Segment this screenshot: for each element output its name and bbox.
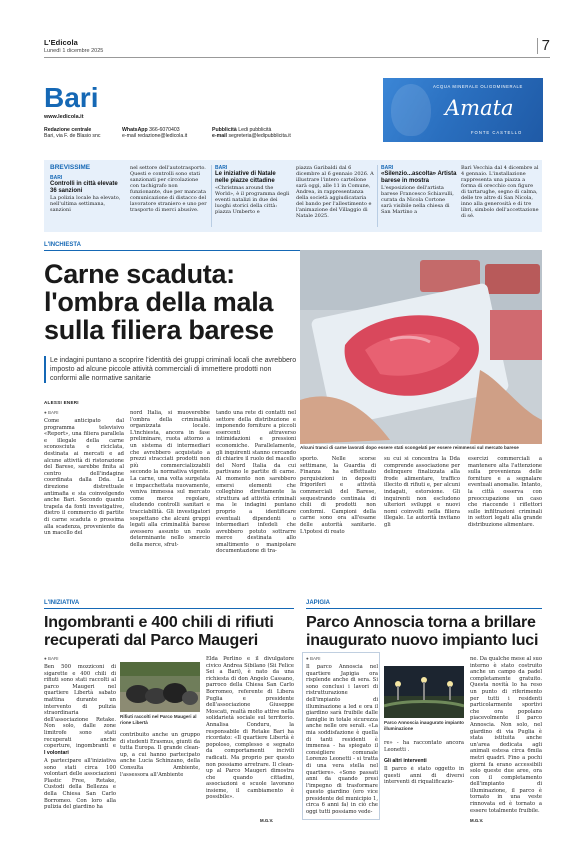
iniziativa-photo-caption: Rifiuti raccolti nel Parco Maugeri al rione Libertà [120,714,197,725]
site-url[interactable]: www.ledicola.it [44,114,84,120]
redazione-address: Bari, via F. de Blasio snc [44,133,101,140]
whatsapp-label: WhatsApp [122,127,148,133]
inchiesta-col-2: nord Italia, si muoverebbe l'ombra della criminalità organizzata locale. L'inchiesta, ancora in fase preliminare, ruota attorno a un sistema di intermediari che avrebbero acquistato a prezzi stracciati prodotti non più commercializzabili secondo la normativa vigente. La carne, una volta surgelata e impacchettata nuovamente, veniva immessa sul mercato come merce regolare, eludendo controlli sanitari e tracciabilità. Gli investigatori sospettano che alcuni gruppi legati alla criminalità barese avessero assunto un ruolo determinante nello smercio della merce, sfrut- [130,410,210,548]
waste-bags-image [120,662,200,712]
brief-text: Bari Vecchia dal 4 dicembre al 4 gennaio. L'installazione rappresenta una piazza a forma di orecchio con figure di tartarughe, segno di calma, delle tre altre di San Nicola, inno alla generosità e di tre libri, simbolo dell'accettazione di sé. [461,165,539,219]
brief-head: Controlli in città elevate 36 sanzioni [50,181,118,194]
inchiesta-photo-caption: Alcuni tranci di carne lavorati dopo essere stati scongelati per essere reimmessi sul mercato barese [300,445,519,450]
contact-pubblicita [212,127,291,139]
brief-text: La polizia locale ha elevato, nell'ultima settimana, sanzioni [50,195,121,213]
brief-text: nel settore dell'autotrasporto. Questi e controlli sono stati sanzionati per circolazione con tachigrafo non funzionante, due per mancata comunicazione di distacco del lavoratore straniero e uno per trasporto di merci abusive. [130,165,207,213]
brief-head: «Silenzio...ascolta» Artista barese in mostra [381,171,457,184]
pubblicita-email: segreteria@ledipubblicita.it [228,133,291,140]
iniziativa-col-2: A partecipare all'iniziativa sono stati circa 100 volontari delle associazioni Plastic Free, Retake, Custodi della Bellezza e della Chiesa San Carlo Borromeo. Con loro alla pulizia del giardino ha [44,758,116,811]
masthead [44,38,103,56]
japigia-photo [384,666,464,718]
inchiesta-lead: Le indagini puntano a scoprire l'identità dei gruppi criminali locali che avrebbero imposto ad alcune piccole attività commerciali di immettere prodotti non conformi alle normative sanitarie [44,356,299,383]
japigia-place [306,656,321,661]
masthead-rule [44,57,550,58]
brief-text: L'esposizione dell'artista barese Francesco Schiavulli, curata da Nicola Cortone sarà visibile nella chiesa di San Martino a [381,185,454,215]
brief-text: «Christmas around the World», è il programma degli eventi natalizi in due dei luoghi storici della città: piazza Umberto e [215,185,290,215]
inchiesta-place [44,410,59,415]
brief-3-cont [461,165,539,219]
japigia-col-3: Il parco è stato oggetto in questi anni di diversi interventi di riqualificazio- [384,766,464,786]
iniziativa-place [44,656,59,661]
brief-head: Le iniziative di Natale nelle piazze cittadine [215,171,276,184]
whatsapp-number: 366-6070403 [149,127,180,133]
section-label-inchiesta: L'INCHIESTA [44,242,81,248]
inchiesta-col-5: su cui si concentra la Dda comprende associazione per delinquere finalizzata alla frode alimentare, traffico illecito di rifiuti e, per alcuni indagati, estorsione. Gli inquirenti non escludono ulteriori sviluppi e nuovi nomi coinvolti nella filiera illegale. Le autorità invitano gli [384,456,460,528]
brief-text: piazza Garibaldi dal 6 dicembre al 6 gennaio 2026. A illustrare l'intero cartellone sarà oggi, alle 11 in Comune, Andrea, in rappresentanza della società aggiudicataria del bando per l'allestimento e l'animazione del Villaggio di Natale 2025. [296,165,374,219]
place-label: BARI [47,410,59,415]
brief-tag: BARI [50,175,63,181]
briefs-title: BREVISSIME [50,164,91,171]
pubblicita-label: Pubblicità [212,127,237,133]
japigia-col-1: Il parco Annoscia nel quartiere Japigia ora risplende anche di sera. Si sono conclusi i lavori di ristrutturazione dell'impianto di illuminazione a led e ora il giardino sarà fruibile dalle famiglie in totale sicurezza anche nelle ore serali. «La mia soddisfazione è quella di tanti residenti è immensa - ha spiegato il consigliere comunale Lorenzo Leonetti - si tratta di una vera stella nel quartiere». «Sono passati anni da quando presi l'impegno di trasformare questo giardino (ero vice presidente del municipio 1, circa 6 anni fa) in ciò che oggi tutti possiamo vede- [306,664,378,816]
inchiesta-col-1: Come anticipato dal programma televisivo «Report», una filiera parallela e illegale della carne sconosciuta e riciclata, destinata ai mercati e ad alcune attività di ristorazione del Barese, sarebbe finita al centro dell'indagine coordinata dalla Dda. La direzione distrettuale antimafia e sta coinvolgendo anche Bari. Secondo quanto trapela da fonti investigative, dietro il commercio di partite di carne scaduta o prossima alla scadenza, proveniente da un macello del [44,418,124,537]
iniziativa-col-3: contribuito anche un gruppo di studenti Erasmus, giunti da tutta Europa. Il grande clean-up, a cui hanno partecipato anche Lucia Schinzano, della Consulta Ambiente, l'assessora all'Ambiente [120,732,200,778]
ad-fonte: FONTE CASTELLO [471,130,523,135]
location-pin-icon: ● [44,656,47,661]
japigia-photo-caption: Parco Annoscia inaugurato impianto illuminazione [384,720,464,731]
redazione-label: Redazione centrale [44,127,92,133]
amata-advertisement[interactable] [383,78,543,142]
park-lights-image [384,666,464,718]
japigia-col-4: ne. Da qualche mese al suo interno è stato costruito anche un campo da padel completamente gratuito. Questa novità lo ha reso un punto di riferimento per tutti i residenti particolarmente sportivi che ora popolano piacevolmente il parco Annoscia. Non solo, nel giardino di via Puglia è stata istituita anche un'area dedicata agli animali estesa circa 6mila metri quadri. Fino a pochi giorni fa erano accessibili solo queste due aree, ora con il completamento dell'impianto di illuminazione, il parco è tornato in una veste rinnovata ed è tornato a essere totalmente fruibile. [470,656,542,814]
section-label-iniziativa: L'INIZIATIVA [44,600,80,606]
brief-1-cont [130,165,208,213]
location-pin-icon: ● [44,410,47,415]
place-label: BARI [309,656,321,661]
contact-redazione [44,127,101,139]
whatsapp-email: e-mail redazione@ledicola.it [122,133,188,140]
brief-tag: BARI [215,165,228,171]
brief-tag: BARI [381,165,394,171]
city-title: Bari [44,82,99,113]
pubblicita-text: Ledi pubblicità [238,127,272,133]
meat-tray-image [300,250,542,444]
inchiesta-col-4: sporto. Nelle scorse settimane, la Guardia di Finanza ha effettuato perquisizioni in depositi frigoriferi e attività commerciali del Barese, sequestrando centinaia di chili di prodotti non conformi. Campioni della carne sono ora all'esame delle autorità sanitarie. L'ipotesi di reato [300,456,376,535]
section-rule [306,608,542,609]
iniziativa-photo [120,662,200,712]
masthead-brand: L'Edicola [44,38,78,47]
brief-1 [50,175,126,213]
japigia-headline: Parco Annoscia torna a brillare inaugurato nuovo impianto luci [306,614,539,649]
iniziativa-col-4: Elda Perlino e il divulgatore civico Andrea Sibilano (Sii Felice Sei a Bari), è nato da una richiesta di don Angelo Cassano, parroco della Chiesa San Carlo Borromeo, referente di Libera Puglia e presidente dell'associazione Giuseppe Moscati, realtà molto attive nella solidarietà sociale sul territorio. Annalisa Conduru, la responsabile di Retake Bari ha ricordato: «Il quartiere Libertà è popoloso, complesso e segnato da comportamenti incivili radicati. Ma proprio per questo non possiamo arretrare. Il clean-up al Parco Maugeri dimostra che quando cittadini, associazioni e scuole lavorano insieme, il cambiamento è possibile». [206,656,294,801]
iniziativa-subhead: I volontari [44,750,69,756]
location-pin-icon: ● [306,656,309,661]
page-number: 7 [537,38,550,54]
place-label: BARI [47,656,59,661]
water-drop-icon [391,84,431,136]
brief-3 [381,165,457,215]
brief-2-cont [296,165,374,219]
japigia-col-2: re» - ha raccontato ancora Leonetti . [384,740,464,753]
brief-divider [377,165,378,227]
inchiesta-headline: Carne scaduta: l'ombra della mala sulla filiera barese [44,259,274,345]
iniziativa-col-1: Ben 500 mozziconi di sigarette e 400 chili di rifiuti sono stati raccolti al parco Maugeri nel quartiere Libertà sabato mattina durante un intervento di pulizia straordinaria dell'associazione Retake. Non solo, dalle zone limitrofe sono stati recuperati anche coperture, ingombranti e [44,664,116,748]
ad-arc-text: ACQUA MINERALE OLIGOMINERALE [433,84,523,89]
brief-2 [215,165,291,215]
brief-divider [211,165,212,227]
iniziativa-headline: Ingombranti e 400 chili di rifiuti recuperati dal Parco Maugeri [44,614,274,649]
pubblicita-email-label: e-mail [212,133,227,140]
section-rule [44,608,294,609]
inchiesta-col-3: tando una rete di contatti nel settore della distribuzione e imponendo forniture a piccoli esercenti attraverso intimidazioni e pressioni economiche. Parallelamente, gli inquirenti stanno cercando di chiarire il ruolo del macello del Nord Italia da cui partivano le partite di carne. Al momento non sarebbero emersi elementi che colleghino direttamente la struttura ad attività criminali ma le indagini puntano proprio a identificare eventuali dipendenti o intermediari infedeli che avrebbero potuto sottrarre merce destinata allo smaltimento o manipolare documentazione di tra- [216,410,296,555]
japigia-subhead: Gli altri interventi [384,758,427,764]
inchiesta-author: ALESSI ENERI [44,400,79,405]
ad-logo: Amata [445,96,514,120]
section-label-japigia: JAPIGIA [306,600,331,606]
inchiesta-photo [300,250,542,444]
japigia-signature: M.G.V. [470,818,484,823]
iniziativa-signature: M.G.V. [260,818,274,823]
contact-whatsapp [122,127,187,139]
masthead-date: Lunedì 1 dicembre 2025 [44,48,104,54]
inchiesta-col-6: esercizi commerciali a mantenere alta l'attenzione sulla provenienza delle forniture e a segnalare eventuali anomalie. Intanto, la città osserva con preoccupazione un caso che riaccende i riflettori sulle infiltrazioni criminali in settori legati alla grande distribuzione alimentare. [468,456,542,528]
